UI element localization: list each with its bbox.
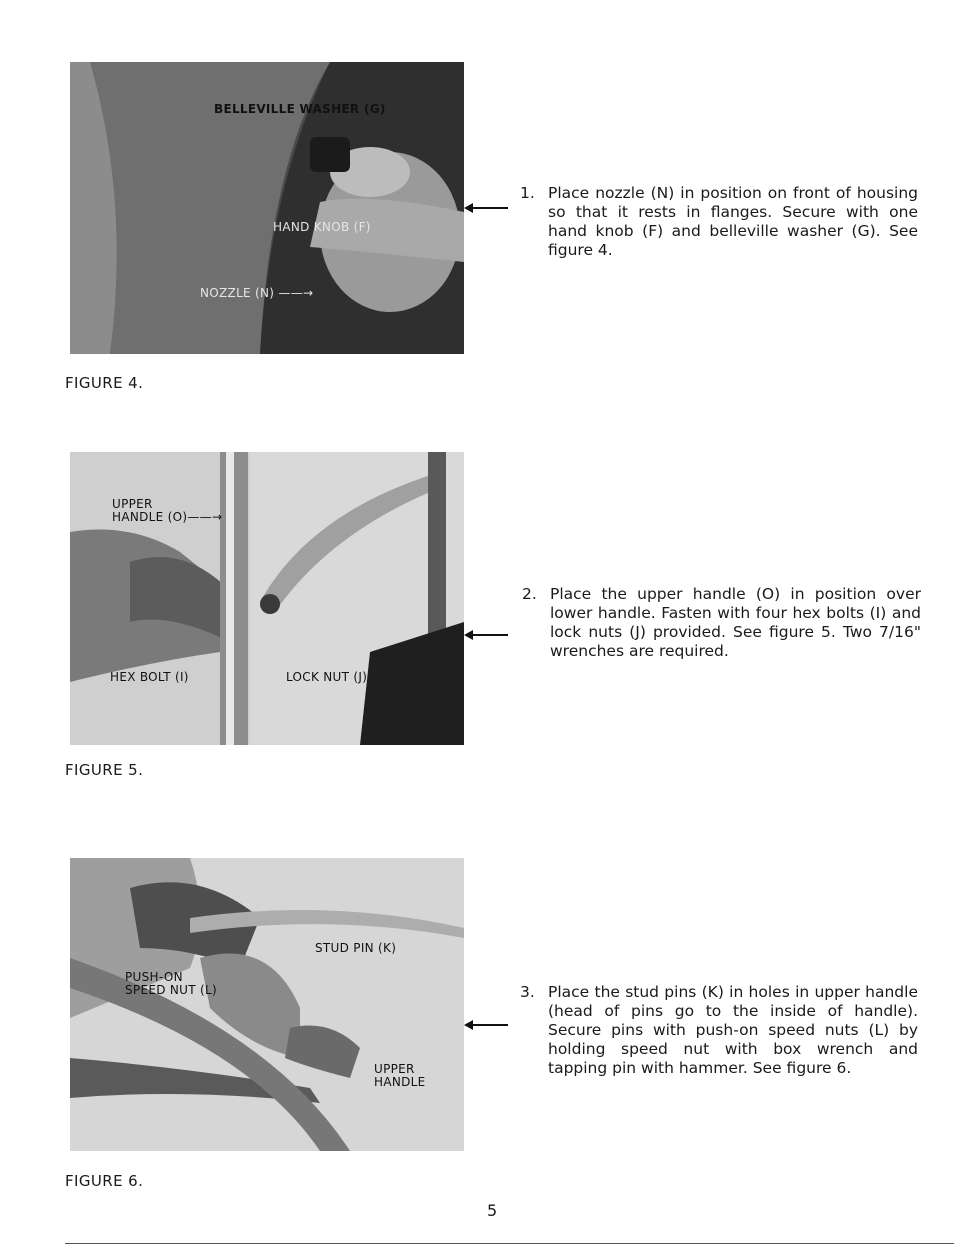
page-number: 5 [487,1201,498,1220]
upper-handle-label-line2: HANDLE [374,1075,426,1089]
figure-5-illustration [70,452,464,745]
figure-4-photo [70,62,464,354]
belleville-washer-label: BELLEVILLE WASHER (G) [214,102,386,116]
push-on-label-line1: PUSH-ON [125,970,183,984]
stud-pin-label: STUD PIN (K) [315,941,397,955]
step-3-number: 3. [520,983,535,1001]
step-1-number: 1. [520,184,535,202]
step-3-pointer-arrow [466,1024,508,1026]
lock-nut-label: LOCK NUT (J) [286,670,368,684]
figure-6-caption: FIGURE 6. [65,1172,144,1190]
step-2-number: 2. [522,585,537,603]
step-3-text: Place the stud pins (K) in holes in upper handle (head of pins go to the inside of handle). Secure pins with push-on speed nuts (L) by holding speed nut with box wrench and tapping pin with hammer. See figure 6. [548,983,918,1077]
hand-knob-label: HAND KNOB (F) [273,220,371,234]
figure-6-photo [70,858,464,1151]
upper-handle-label-line2: HANDLE (O)——→ [112,510,223,524]
speed-nut-label-line2: SPEED NUT (L) [125,983,217,997]
figure-5-photo [70,452,464,745]
upper-handle-label-line1: UPPER [374,1062,415,1076]
step-1-pointer-arrow [466,207,508,209]
nozzle-label: NOZZLE (N) ——→ [200,286,314,300]
figure-6-illustration [70,858,464,1151]
hex-bolt-label: HEX BOLT (I) [110,670,189,684]
step-2-pointer-arrow [466,634,508,636]
upper-handle-label-line1: UPPER [112,497,153,511]
bottom-rule [65,1243,954,1244]
step-1-text: Place nozzle (N) in position on front of housing so that it rests in flanges. Secure with one hand knob (F) and belleville washer (G). See figure 4. [548,184,918,259]
figure-4-caption: FIGURE 4. [65,374,144,392]
step-2-text: Place the upper handle (O) in position over lower handle. Fasten with four hex bolts (I) and lock nuts (J) provided. See figure 5. Two 7/16" wrenches are required. [550,585,921,660]
figure-5-caption: FIGURE 5. [65,761,144,779]
